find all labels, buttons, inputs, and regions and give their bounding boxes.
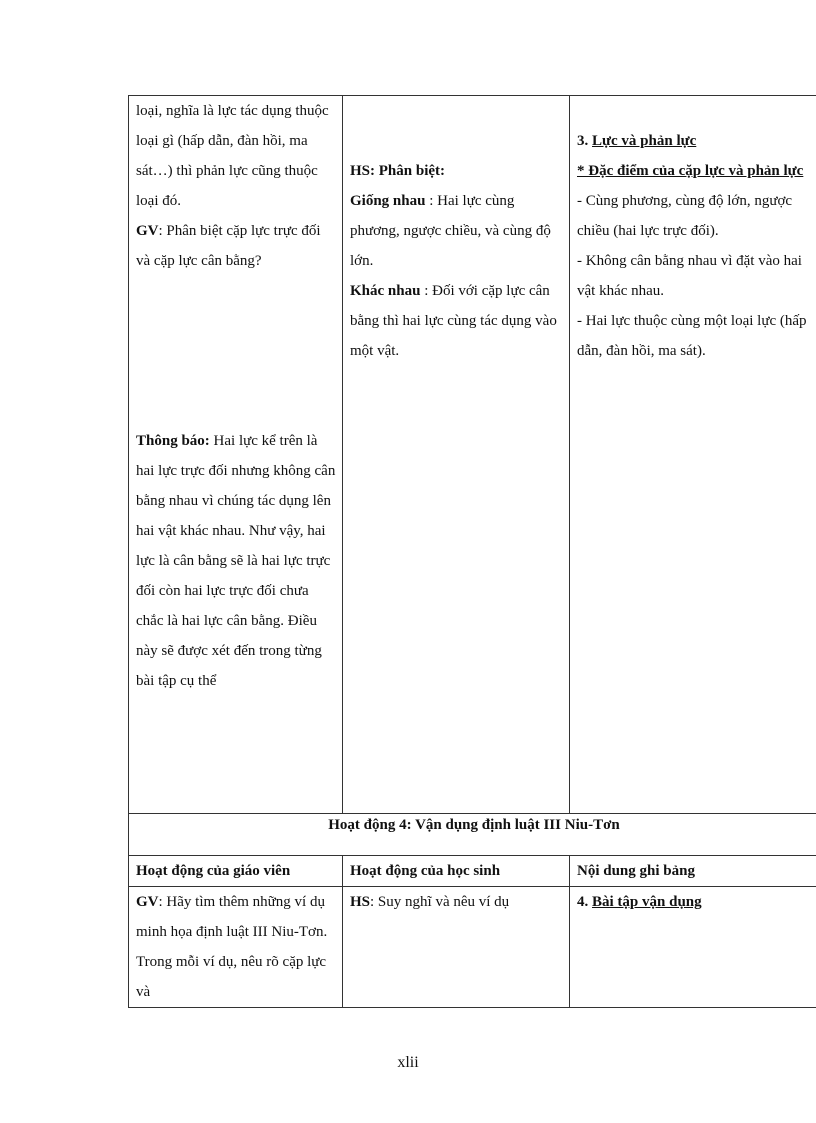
lesson-table (128, 95, 816, 1008)
header-board: Nội dung ghi bảng (570, 856, 816, 887)
section-number: 4. (577, 894, 592, 910)
header-teacher: Hoạt động của giáo viên (129, 856, 343, 887)
gv-question-text: : Phân biệt cặp lực trực đối và cặp lực cân bằng? (136, 223, 321, 269)
page-number: xlii (397, 1054, 419, 1071)
gv-task-text: : Hãy tìm thêm những ví dụ minh họa định luật III Niu-Tơn. Trong mỗi ví dụ, nêu rõ cặp lực và (136, 894, 328, 1000)
student-activity-cell (343, 96, 570, 814)
spacer (350, 126, 563, 156)
board-content-cell (570, 96, 816, 814)
notice-label: Thông báo: (136, 433, 210, 449)
board-content-cell (570, 887, 816, 1008)
spacer (136, 276, 336, 426)
section-heading (577, 126, 812, 156)
list-item: - Cùng phương, cùng độ lớn, ngược chiều (hai lực trực đối). (577, 193, 793, 239)
difference-paragraph (350, 276, 563, 366)
difference-text: : Đối với cặp lực cân bằng thì hai lực cùng tác dụng vào một vật. (350, 283, 557, 359)
section-title: Bài tập vận dụng (592, 894, 702, 910)
gv-label: GV (136, 894, 159, 910)
table-row (129, 96, 816, 814)
notice-text: Hai lực kể trên là hai lực trực đối nhưng không cân bằng nhau vì chúng tác dụng lên hai vật khác nhau. Như vậy, hai lực là cân bằng sẽ là hai lực trực đối còn hai lực trực đối chưa chắc là hai lực cân bằng. Điều này sẽ được xét đến trong từng bài tập cụ thể (136, 433, 336, 689)
spacer (577, 96, 812, 126)
difference-label: Khác nhau (350, 283, 421, 299)
hs-label: HS (350, 163, 371, 179)
teacher-activity-cell (129, 887, 343, 1008)
similarity-text: : Hai lực cùng phương, ngược chiều, và cùng độ lớn. (350, 193, 551, 269)
list-item: - Không cân bằng nhau vì đặt vào hai vật khác nhau. (577, 253, 802, 299)
activity-title: Hoạt động 4: Vận dụng định luật III Niu-Tơn (129, 814, 816, 856)
teacher-question (136, 216, 336, 276)
similarity-label: Giống nhau (350, 193, 426, 209)
list-item: - Hai lực thuộc cùng một loại lực (hấp dẫn, đàn hồi, ma sát). (577, 313, 807, 359)
student-distinguish (350, 156, 563, 186)
hs-task-text: : Suy nghĩ và nêu ví dụ (370, 894, 510, 910)
table-row (129, 887, 816, 1008)
table-row (129, 814, 816, 856)
student-activity-cell (343, 887, 570, 1008)
hs-label: HS (350, 894, 371, 910)
section-number: 3. (577, 133, 592, 149)
similarity-paragraph (350, 186, 563, 276)
gv-label: GV (136, 223, 159, 239)
table-row (129, 856, 816, 887)
header-student: Hoạt động của học sinh (343, 856, 570, 887)
teacher-activity-cell (129, 96, 343, 814)
sub-heading: * Đặc điểm của cặp lực và phản lực (577, 163, 804, 179)
teacher-paragraph: loại, nghĩa là lực tác dụng thuộc loại gì (hấp dẫn, đàn hồi, ma sát…) thì phản lực cũng thuộc loại đó. (136, 103, 329, 209)
notice-paragraph (136, 426, 336, 696)
hs-text: : Phân biệt: (370, 163, 446, 179)
section-title: Lực và phản lực (592, 133, 697, 149)
spacer (350, 96, 563, 126)
